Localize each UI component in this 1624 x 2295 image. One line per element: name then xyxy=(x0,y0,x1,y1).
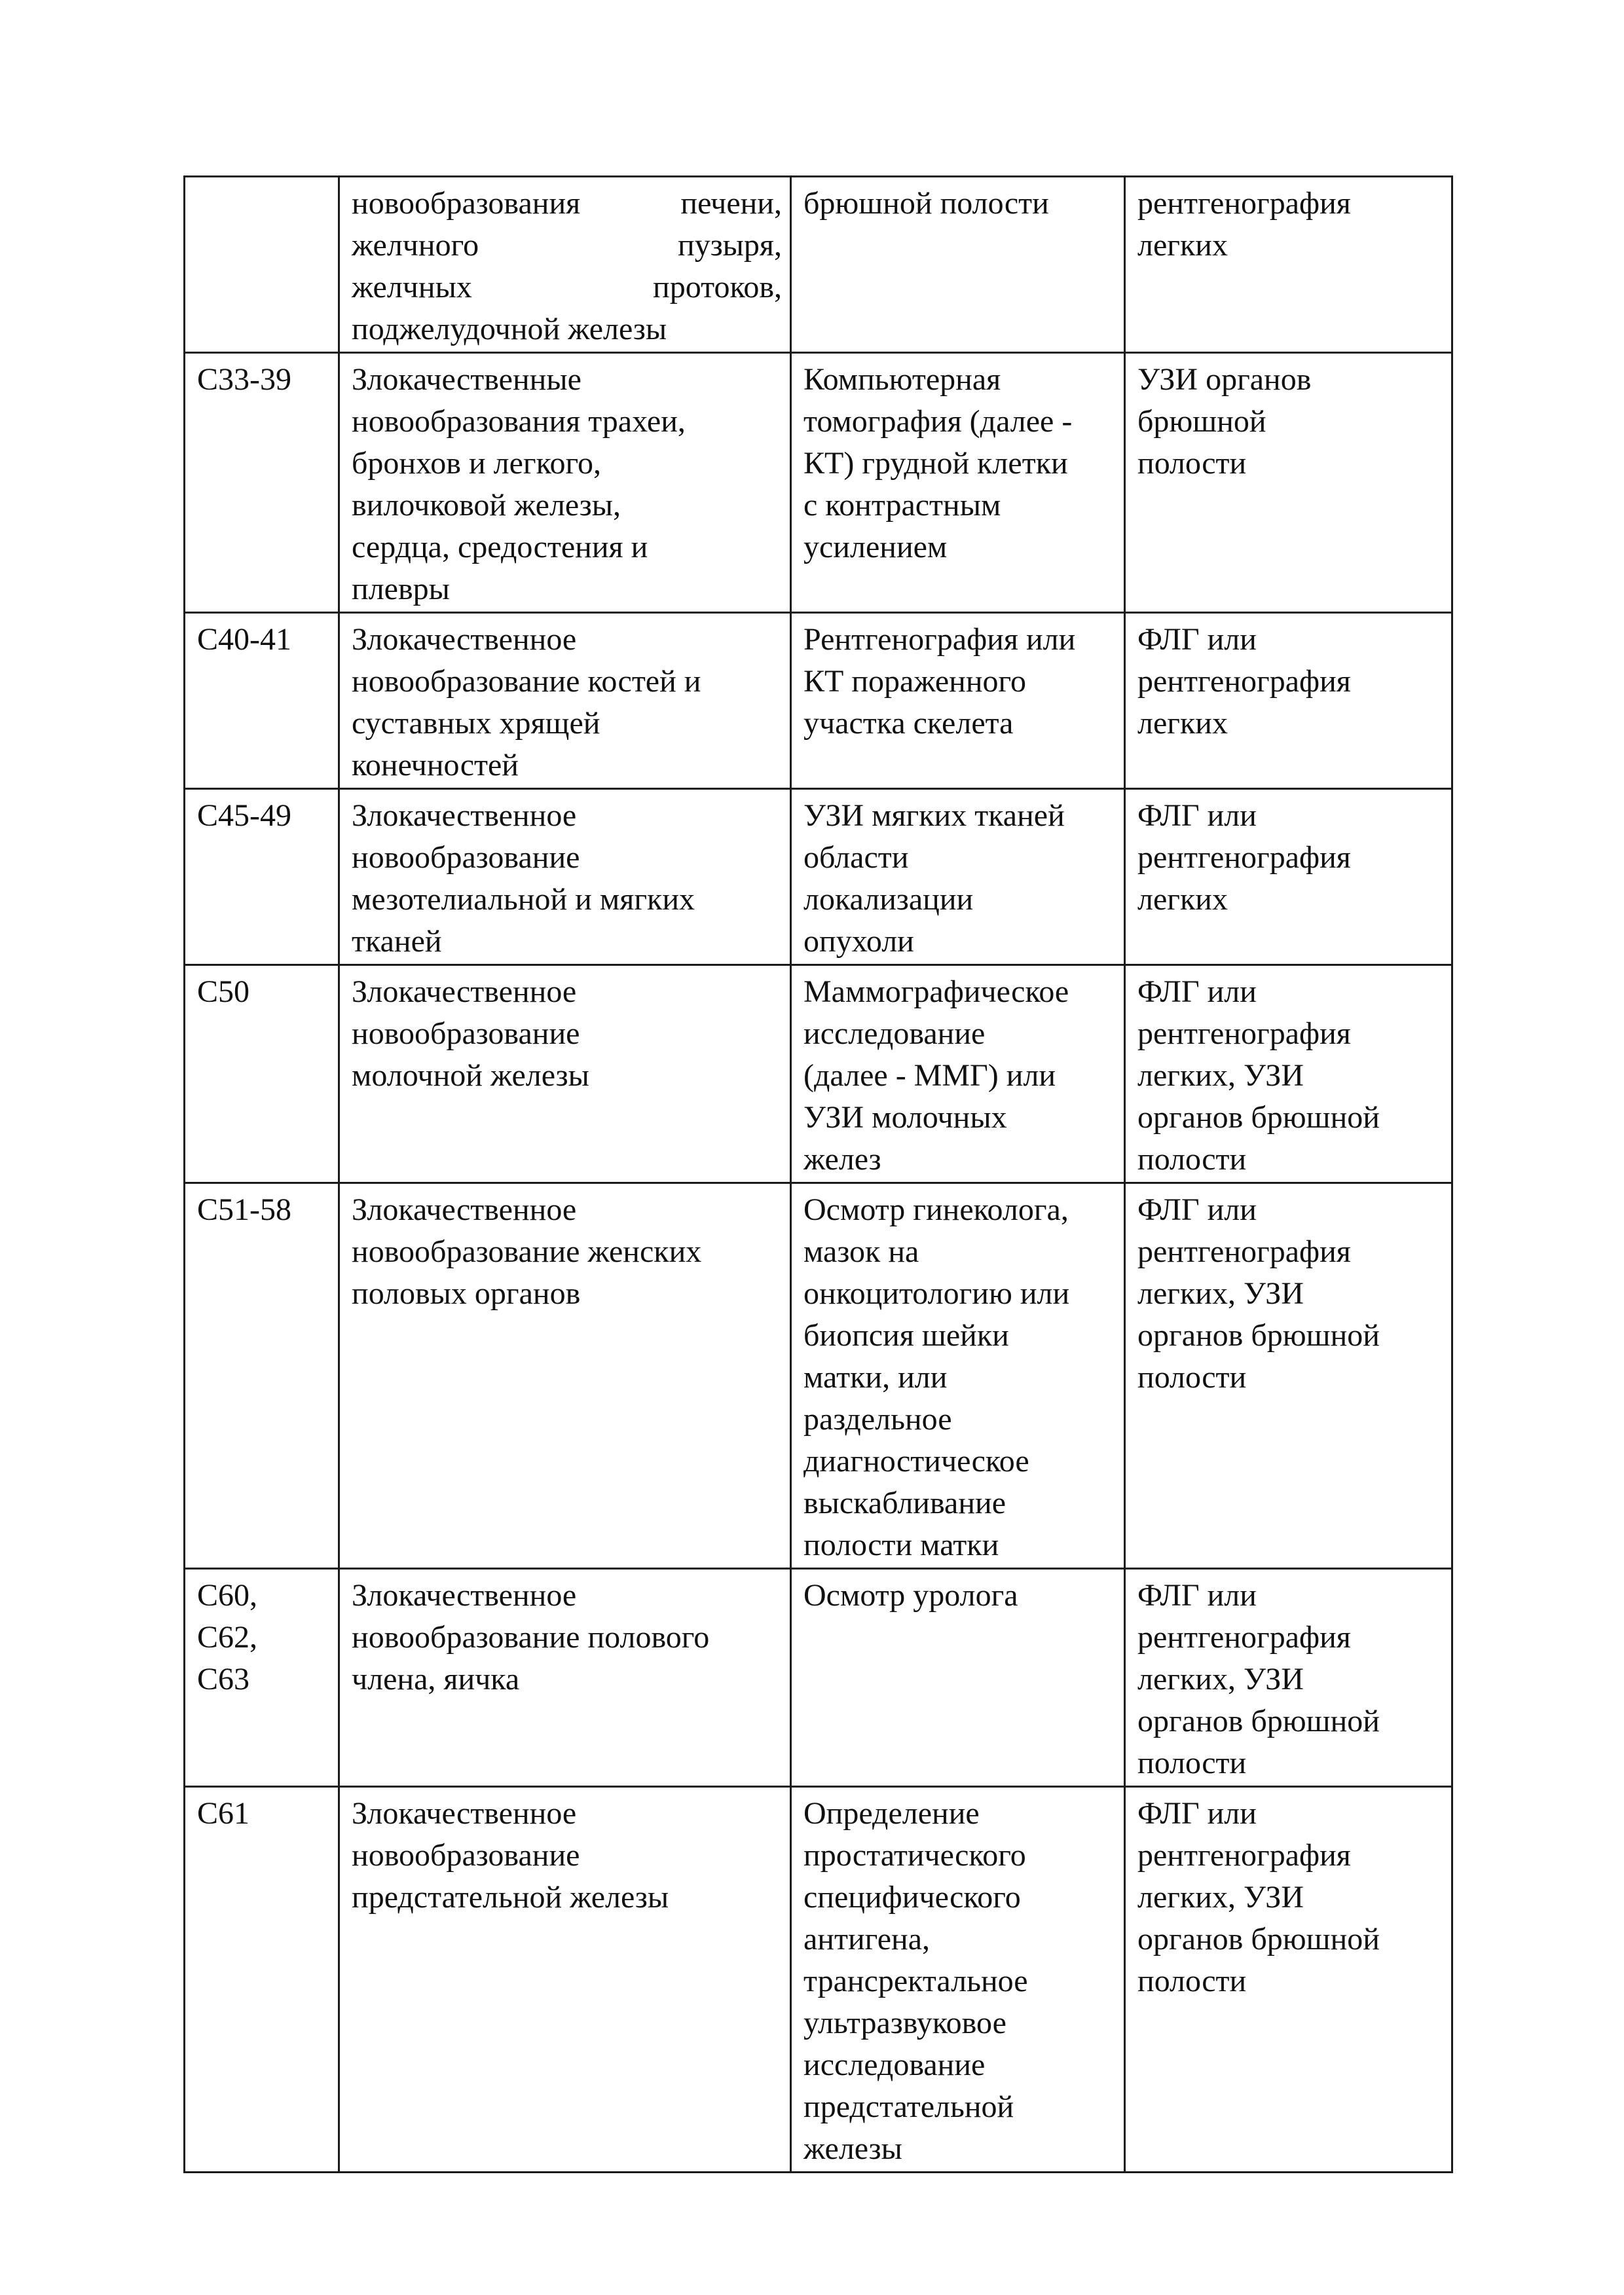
cell-text-line: рентгенография xyxy=(1137,1838,1351,1873)
diagnosis-cell xyxy=(339,613,791,789)
cell-text-line: суставных хрящей xyxy=(352,706,600,741)
cell-text-line: новообразование женских xyxy=(352,1234,702,1269)
cell-text-line: рентгенография xyxy=(1137,664,1351,699)
primary-exam-cell xyxy=(791,177,1125,353)
diagnosis-cell xyxy=(339,177,791,353)
cell-text-line: Злокачественное xyxy=(352,974,577,1009)
cell-text-line: УЗИ мягких тканей xyxy=(803,798,1065,833)
cell-text-line: С60, xyxy=(197,1578,258,1613)
cell-text-line: рентгенография xyxy=(1137,1234,1351,1269)
icd-code-cell xyxy=(185,965,339,1183)
cell-text-line: рентгенография xyxy=(1137,186,1351,221)
cell-text-line: Злокачественные xyxy=(352,362,581,397)
icd-code-cell xyxy=(185,353,339,613)
additional-exam-cell xyxy=(1125,1569,1452,1787)
additional-exam-cell xyxy=(1125,613,1452,789)
additional-exam-cell xyxy=(1125,1787,1452,2173)
additional-exam-cell xyxy=(1125,789,1452,965)
cell-text-line: диагностическое xyxy=(803,1444,1029,1478)
primary-exam-cell xyxy=(791,1569,1125,1787)
cell-text-line: биопсия шейки xyxy=(803,1318,1009,1353)
cell-text-line: Злокачественное xyxy=(352,1796,577,1831)
cell-text-line: полости xyxy=(1137,1142,1247,1177)
cell-text-line: конечностей xyxy=(352,748,519,782)
cell-text-line: молочной железы xyxy=(352,1058,589,1093)
icd-code-cell xyxy=(185,1787,339,2173)
cell-text-line: исследование xyxy=(803,1016,986,1051)
cell-text-line: УЗИ молочных xyxy=(803,1100,1007,1135)
primary-exam-cell xyxy=(791,1787,1125,2173)
cell-text-line: ФЛГ или xyxy=(1137,622,1257,657)
table-row xyxy=(185,1787,1452,2173)
cell-text-line: легких, УЗИ xyxy=(1137,1662,1304,1697)
cell-text-line: С63 xyxy=(197,1662,250,1697)
diagnosis-cell xyxy=(339,789,791,965)
additional-exam-cell xyxy=(1125,177,1452,353)
cell-text-line: полости матки xyxy=(803,1528,999,1562)
cell-text-line: новообразование полового xyxy=(352,1620,710,1655)
cell-text-line: КТ пораженного xyxy=(803,664,1027,699)
cell-text-line: выскабливание xyxy=(803,1486,1006,1520)
cell-text-line: полости xyxy=(1137,1746,1247,1780)
table-row xyxy=(185,1183,1452,1569)
table-body xyxy=(185,177,1452,2173)
cell-text-line: органов брюшной xyxy=(1137,1922,1380,1956)
cell-text-line: рентгенография xyxy=(1137,1016,1351,1051)
cell-text-line: локализации xyxy=(803,882,974,917)
cell-text-line: бронхов и легкого, xyxy=(352,446,601,481)
cell-text-line: сердца, средостения и xyxy=(352,530,648,564)
additional-exam-cell xyxy=(1125,1183,1452,1569)
cell-text-line: новообразование xyxy=(352,1838,580,1873)
diagnosis-cell xyxy=(339,1183,791,1569)
cell-text-line: С45-49 xyxy=(197,798,291,833)
cell-text-line: ФЛГ или xyxy=(1137,798,1257,833)
cell-text-line: новообразование костей и xyxy=(352,664,701,699)
icd-code-cell xyxy=(185,177,339,353)
primary-exam-cell xyxy=(791,1183,1125,1569)
cell-text-line: онкоцитологию или xyxy=(803,1276,1070,1311)
cell-text-line: члена, яичка xyxy=(352,1662,520,1697)
cell-text-line: легких, УЗИ xyxy=(1137,1276,1304,1311)
cell-text-line: органов брюшной xyxy=(1137,1704,1380,1738)
diagnosis-cell xyxy=(339,353,791,613)
cell-text-line: (далее - ММГ) или xyxy=(803,1058,1056,1093)
cell-text-line: предстательной xyxy=(803,2089,1014,2124)
cell-text-line: ФЛГ или xyxy=(1137,1578,1257,1613)
cell-text-line: С33-39 xyxy=(197,362,291,397)
cell-text-line: антигена, xyxy=(803,1922,931,1956)
cell-text-line: новообразование xyxy=(352,1016,580,1051)
cell-text-line: специфического xyxy=(803,1880,1021,1915)
diagnosis-cell xyxy=(339,1787,791,2173)
cell-text-line: легких, УЗИ xyxy=(1137,1880,1304,1915)
cell-text-line: С62, xyxy=(197,1620,258,1655)
cell-text-line: новообразование xyxy=(352,840,580,875)
cell-text-line: простатического xyxy=(803,1838,1026,1873)
cell-text-line: органов брюшной xyxy=(1137,1100,1380,1135)
cell-text-line: брюшной полости xyxy=(803,186,1049,221)
cell-text-line: полости xyxy=(1137,1964,1247,1998)
cell-text-line: Злокачественное xyxy=(352,1578,577,1613)
diagnosis-cell xyxy=(339,1569,791,1787)
cell-text-line: с контрастным xyxy=(803,488,1001,523)
cell-text-line: Злокачественное xyxy=(352,1192,577,1227)
cell-text-line: С51-58 xyxy=(197,1192,291,1227)
cell-text-line: области xyxy=(803,840,909,875)
primary-exam-cell xyxy=(791,613,1125,789)
cell-text-line: С40-41 xyxy=(197,622,291,657)
cell-text-line: ФЛГ или xyxy=(1137,1192,1257,1227)
cell-text-line: рентгенография xyxy=(1137,840,1351,875)
cell-text-line: матки, или xyxy=(803,1360,948,1395)
table-row xyxy=(185,1569,1452,1787)
cell-text-line: Рентгенография или xyxy=(803,622,1076,657)
icd-code-cell xyxy=(185,789,339,965)
diagnosis-cell xyxy=(339,965,791,1183)
additional-exam-cell xyxy=(1125,353,1452,613)
table-row xyxy=(185,177,1452,353)
icd-code-cell xyxy=(185,1569,339,1787)
cell-text-line: легких, УЗИ xyxy=(1137,1058,1304,1093)
primary-exam-cell xyxy=(791,353,1125,613)
cell-text-line: желчных протоков, xyxy=(352,270,782,304)
cell-text-line: Злокачественное xyxy=(352,622,577,657)
cell-text-line: усилением xyxy=(803,530,948,564)
cell-text-line: тканей xyxy=(352,924,442,959)
cell-text-line: Компьютерная xyxy=(803,362,1001,397)
cell-text-line: Злокачественное xyxy=(352,798,577,833)
cell-text-line: половых органов xyxy=(352,1276,581,1311)
cell-text-line: ФЛГ или xyxy=(1137,1796,1257,1831)
cell-text-line: полости xyxy=(1137,1360,1247,1395)
cell-text-line: УЗИ органов xyxy=(1137,362,1312,397)
diagnostics-table xyxy=(183,175,1453,2173)
cell-text-line: трансректальное xyxy=(803,1964,1028,1998)
cell-text-line: легких xyxy=(1137,706,1228,741)
cell-text-line: желез xyxy=(803,1142,881,1177)
cell-text-line: мазок на xyxy=(803,1234,919,1269)
cell-text-line: вилочковой железы, xyxy=(352,488,621,523)
cell-text-line: легких xyxy=(1137,882,1228,917)
table-row xyxy=(185,965,1452,1183)
cell-text-line: плевры xyxy=(352,572,450,606)
cell-text-line: брюшной xyxy=(1137,404,1266,439)
cell-text-line: Определение xyxy=(803,1796,980,1831)
cell-text-line: Осмотр гинеколога, xyxy=(803,1192,1069,1227)
cell-text-line: поджелудочной железы xyxy=(352,312,667,346)
table-row xyxy=(185,353,1452,613)
cell-text-line: предстательной железы xyxy=(352,1880,669,1915)
cell-text-line: желчного пузыря, xyxy=(352,228,782,263)
cell-text-line: легких xyxy=(1137,228,1228,263)
cell-text-line: С61 xyxy=(197,1796,250,1831)
cell-text-line: железы xyxy=(803,2131,902,2166)
cell-text-line: ФЛГ или xyxy=(1137,974,1257,1009)
cell-text-line: рентгенография xyxy=(1137,1620,1351,1655)
icd-code-cell xyxy=(185,613,339,789)
primary-exam-cell xyxy=(791,789,1125,965)
cell-text-line: полости xyxy=(1137,446,1247,481)
cell-text-line: опухоли xyxy=(803,924,914,959)
table-row xyxy=(185,613,1452,789)
additional-exam-cell xyxy=(1125,965,1452,1183)
cell-text-line: Осмотр уролога xyxy=(803,1578,1018,1613)
cell-text-line: ультразвуковое xyxy=(803,2006,1006,2040)
cell-text-line: раздельное xyxy=(803,1402,952,1437)
cell-text-line: участка скелета xyxy=(803,706,1014,741)
cell-text-line: томография (далее - xyxy=(803,404,1073,439)
cell-text-line: исследование xyxy=(803,2047,986,2082)
cell-text-line: новообразования трахеи, xyxy=(352,404,686,439)
cell-text-line: органов брюшной xyxy=(1137,1318,1380,1353)
cell-text-line: КТ) грудной клетки xyxy=(803,446,1068,481)
cell-text-line: Маммографическое xyxy=(803,974,1069,1009)
table-row xyxy=(185,789,1452,965)
icd-code-cell xyxy=(185,1183,339,1569)
cell-text-line: С50 xyxy=(197,974,250,1009)
primary-exam-cell xyxy=(791,965,1125,1183)
cell-text-line: новообразования печени, xyxy=(352,186,782,221)
cell-text-line: мезотелиальной и мягких xyxy=(352,882,695,917)
